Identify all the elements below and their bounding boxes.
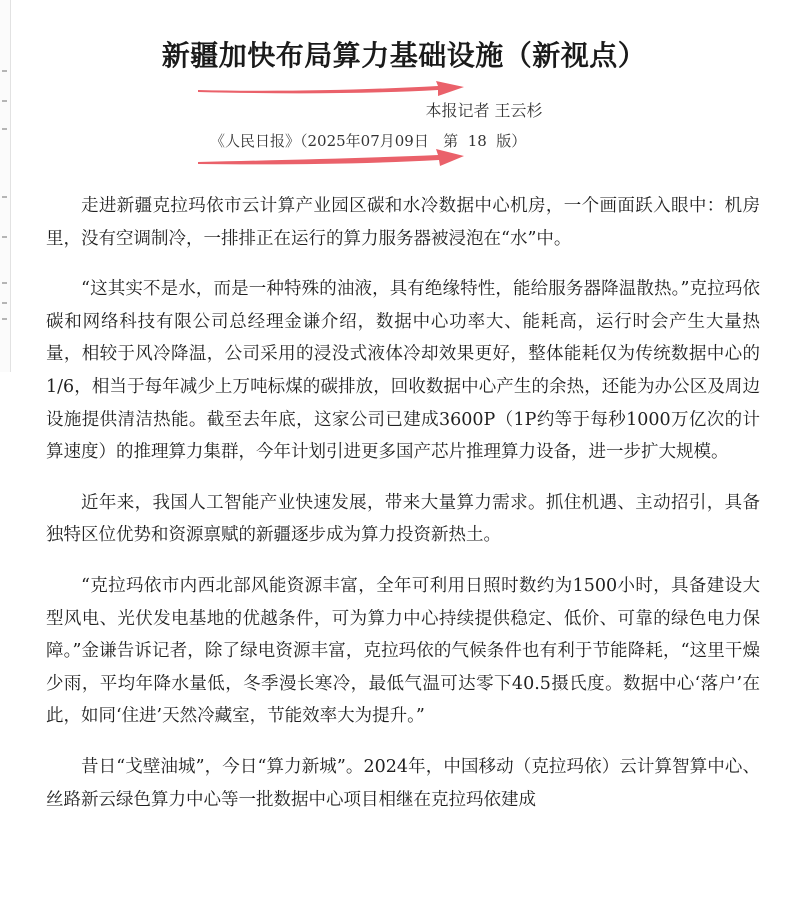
- article-paragraph: “这其实不是水，而是一种特殊的油液，具有绝缘特性，能给服务器降温散热。”克拉玛依碳和网络科技有限公司总经理金谦介绍，数据中心功率大、能耗高，运行时会产生大量热量，相较于风冷降温，公司采用的浸没式液体冷却效果更好，整体能耗仅为传统数据中心的1/6，相当于每年减少上万吨标煤的碳排放，回收数据中心产生的余热，还能为办公区及周边设施提供清洁热能。截至去年底，这家公司已建成3600P（1P约等于每秒1000万亿次的计算速度）的推理算力集群，今年计划引进更多国产芯片推理算力设备，进一步扩大规模。: [46, 279, 760, 463]
- margin-tick: [2, 302, 7, 304]
- article-paragraph: 走进新疆克拉玛依市云计算产业园区碳和水冷数据中心机房，一个画面跃入眼中：机房里，没有空调制冷，一排排正在运行的算力服务器被浸泡在“水”中。: [46, 196, 760, 249]
- byline-text: 本报记者 王云杉: [425, 101, 543, 120]
- margin-tick: [2, 196, 7, 198]
- margin-tick: [2, 236, 7, 238]
- margin-tick: [2, 282, 7, 284]
- article-paragraph: 昔日“戈壁油城”，今日“算力新城”。2024年，中国移动（克拉玛依）云计算智算中心、丝路新云绿色算力中心等一批数据中心项目相继在克拉玛依建成: [46, 756, 760, 810]
- margin-tick: [2, 318, 7, 320]
- article-title: 新疆加快布局算力基础设施（新视点）: [161, 39, 647, 72]
- red-arrow-icon: [196, 78, 466, 100]
- margin-tick: [2, 128, 7, 130]
- article-paragraph: “克拉玛依市内西北部风能资源丰富，全年可利用日照时数约为1500小时，具备建设大型风电、光伏发电基地的优越条件，可为算力中心持续提供稳定、低价、可靠的绿色电力保障。”金谦告诉记者，除了绿电资源丰富，克拉玛依的气候条件也有利于节能降耗，“这里干燥少雨，平均年降水量低，冬季漫长寒冷，最低气温可达零下40.5摄氏度。数据中心‘落户’在此，如同‘住进’天然冷藏室，节能效率大为提升。”: [46, 575, 760, 727]
- article-body: [46, 190, 760, 834]
- red-arrow-icon: [196, 146, 466, 170]
- bottom-fade: [0, 886, 808, 906]
- byline: [0, 98, 808, 121]
- article-paragraph: 近年来，我国人工智能产业快速发展，带来大量算力需求。抓住机遇、主动招引，具备独特区位优势和资源禀赋的新疆逐步成为算力投资新热土。: [46, 492, 760, 546]
- source-line: 《人民日报》（2025年07月09日 第 18 版）: [210, 132, 527, 150]
